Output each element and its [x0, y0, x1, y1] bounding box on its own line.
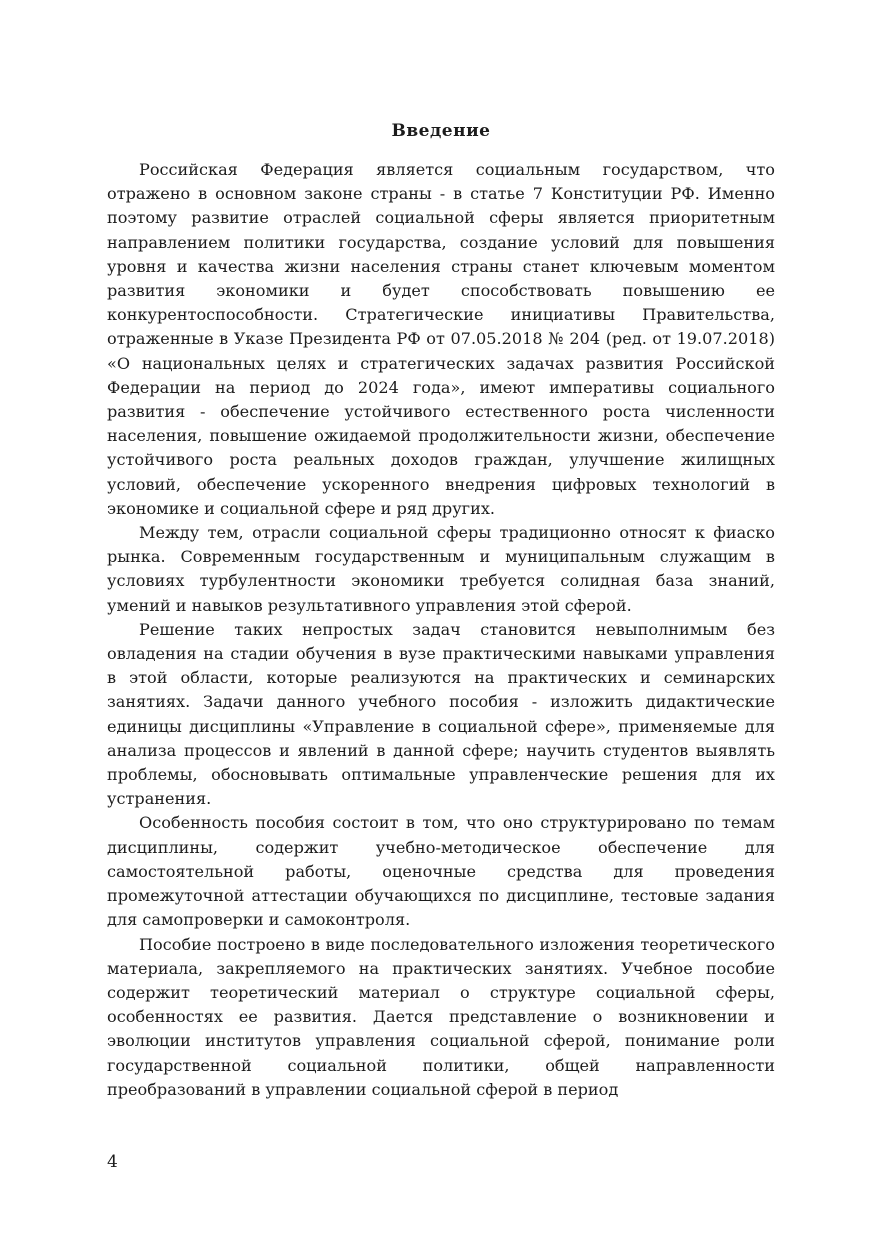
section-heading: Введение	[391, 121, 491, 141]
page-number: 4	[107, 1152, 118, 1172]
page-body	[107, 115, 775, 1102]
paragraph-4: Особенность пособия состоит в том, что оно структурировано по темам дисциплины, содержит учебно-методическое обеспечение для самостоятельной работы, оценочные средства для проведения промежуточной аттестации обучающихся по дисциплине, тестовые задания для самопроверки и самоконтроля.	[107, 813, 775, 930]
paragraph-3: Решение таких непростых задач становится невыполнимым без овладения на стадии обучения в вузе практическими навыками управления в этой области, которые реализуются на практических и семинарских занятиях. Задачи данного учебного пособия - изложить дидактические единицы дисциплины «Управление в социальной сфере», применяемые для анализа процессов и явлений в данной сфере; научить студентов выявлять проблемы, обосновывать оптимальные управленческие решения для их устранения.	[107, 619, 775, 809]
paragraph-2: Между тем, отрасли социальной сферы традиционно относят к фиаско рынка. Современным государственным и муниципальным служащим в условиях турбулентности экономики требуется солидная база знаний, умений и навыков результативного управления этой сферой.	[107, 523, 775, 615]
paragraph-1: Российская Федерация является социальным государством, что отражено в основном законе страны - в статье 7 Конституции РФ. Именно поэтому развитие отраслей социальной сферы является приоритетным направлением политики государства, создание условий для повышения уровня и качества жизни населения страны станет ключевым моментом развития экономики и будет способствовать повышению ее конкурентоспособности. Стратегические инициативы Правительства, отраженные в Указе Президента РФ от 07.05.2018 № 204 (ред. от 19.07.2018) «О национальных целях и стратегических задачах развития Российской Федерации на период до 2024 года», имеют императивы социального развития - обеспечение устойчивого естественного роста численности населения, повышение ожидаемой продолжительности жизни, обеспечение устойчивого роста реальных доходов граждан, улучшение жилищных условий, обеспечение ускоренного внедрения цифровых технологий в экономике и социальной сфере и ряд других.	[107, 160, 775, 518]
paragraph-5: Пособие построено в виде последовательного изложения теоретического материала, закрепляемого на практических занятиях. Учебное пособие содержит теоретический материал о структуре социальной сферы, особенностях ее развития. Дается представление о возникновении и эволюции институтов управления социальной сферой, понимание роли государственной социальной политики, общей направленности преобразований в управлении социальной сферой в период	[107, 934, 775, 1099]
